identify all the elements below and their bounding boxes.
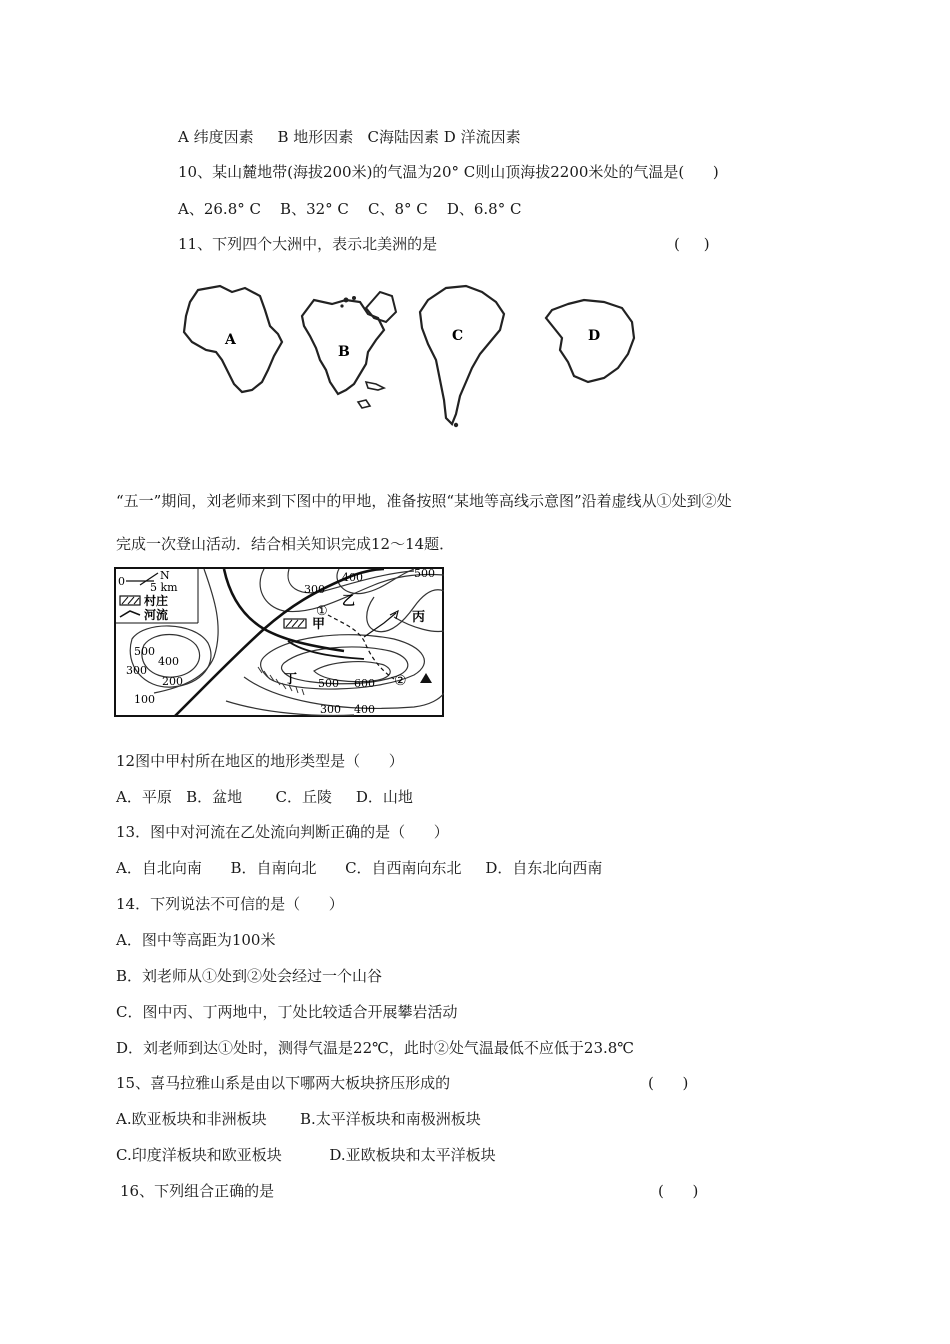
q16-answer-paren: ( ) (658, 1182, 699, 1200)
q10-stem: 10、某山麓地带(海拔200米)的气温为20° C则山顶海拔2200米处的气温是( ) (178, 163, 719, 181)
legend-village: 村庄 (144, 594, 169, 608)
contour-label-500-left: 500 (134, 645, 155, 658)
contour-label-500-top: 500 (414, 567, 435, 580)
place-jia: 甲 (312, 617, 326, 632)
q14-option-d: D．刘老师到达①处时，测得气温是22℃，此时②处气温最低不应低于23.8℃ (116, 1039, 635, 1057)
q11-answer-paren: ( ) (674, 235, 710, 253)
continent-south-america-outline (420, 286, 504, 424)
q15-options-cd: C.印度洋板块和欧亚板块 D.亚欧板块和太平洋板块 (116, 1146, 496, 1164)
contour-label-500-hill: 500 (318, 677, 339, 690)
continent-label-b: B (338, 344, 350, 360)
q13-options: A．自北向南 B．自南向北 C．自西南向东北 D．自东北向西南 (116, 859, 603, 877)
contour-label-300-bottom: 300 (320, 703, 341, 716)
passage-line-2: 完成一次登山活动．结合相关知识完成12～14题． (116, 535, 455, 553)
q14-option-c: C．图中丙、丁两地中，丁处比较适合开展攀岩活动 (116, 1003, 458, 1021)
contour-label-300-left: 300 (126, 664, 147, 677)
point-2: ② (394, 673, 407, 689)
contour-label-200-left: 200 (162, 675, 183, 688)
continent-label-c: C (452, 328, 464, 344)
q15-stem: 15、喜马拉雅山系是由以下哪两大板块挤压形成的 (116, 1074, 451, 1092)
scale-length: 5 km (150, 581, 178, 594)
legend-river: 河流 (144, 608, 169, 622)
q15-answer-paren: ( ) (648, 1074, 689, 1092)
contour-label-400-left: 400 (158, 655, 179, 668)
q15-options-ab: A.欧亚板块和非洲板块 B.太平洋板块和南极洲板块 (116, 1110, 481, 1128)
north-label: N (160, 569, 170, 582)
q9-options: A 纬度因素 B 地形因素 C海陆因素 D 洋流因素 (178, 128, 521, 146)
continent-label-a: A (225, 332, 236, 348)
contour-label-400-top: 400 (342, 571, 363, 584)
continent-label-d: D (588, 328, 601, 344)
contour-label-300-top: 300 (304, 583, 325, 596)
point-1: ① (316, 604, 328, 619)
place-ding: 丁 (284, 672, 298, 687)
q12-options: A．平原 B．盆地 C．丘陵 D．山地 (116, 788, 413, 806)
contour-map (114, 567, 444, 717)
place-yi: 乙 (342, 594, 356, 609)
q11-stem: 11、下列四个大洲中，表示北美洲的是 (178, 235, 438, 253)
q10-options: A、26.8° C B、32° C C、8° C D、6.8° C (178, 200, 522, 218)
q14-option-b: B．刘老师从①处到②处会经过一个山谷 (116, 967, 383, 985)
q16-stem: 16、下列组合正确的是 (120, 1182, 275, 1200)
q13-stem: 13．图中对河流在乙处流向判断正确的是（ ） (116, 823, 449, 841)
contour-label-100-left: 100 (134, 693, 155, 706)
continents-figure (170, 278, 650, 428)
q12-stem: 12图中甲村所在地区的地形类型是（ ） (116, 752, 404, 770)
place-bing: 丙 (412, 610, 426, 625)
contour-label-400-bottom: 400 (354, 703, 375, 716)
scale-zero: 0 (118, 575, 125, 588)
q14-option-a: A．图中等高距为100米 (116, 931, 276, 949)
contour-label-600-hill: 600 (354, 677, 375, 690)
q14-stem: 14．下列说法不可信的是（ ） (116, 895, 344, 913)
passage-line-1: “五一”期间，刘老师来到下图中的甲地，准备按照“某地等高线示意图”沿着虚线从①处到②处 (116, 492, 732, 510)
